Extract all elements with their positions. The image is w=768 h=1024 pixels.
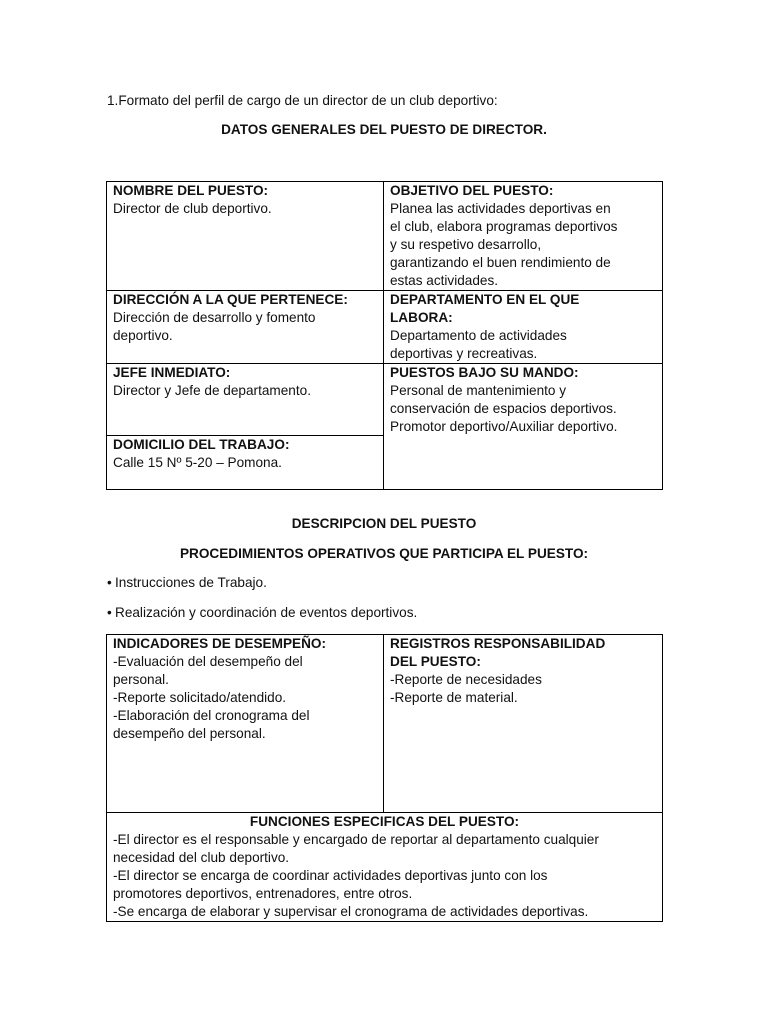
jefe-value: Director y Jefe de departamento. [113, 383, 311, 398]
registros-label: REGISTROS RESPONSABILIDAD DEL PUESTO: [390, 636, 606, 669]
bullet-item [107, 574, 267, 592]
funciones-value: -El director es el responsable y encargado de reportar al departamento cualquier necesidad del club deportivo. -El director se encarga de coordinar actividades deportivas junto con los promotores deportivos, entrenadores, entre otros. -Se encarga de elaborar y supervisar el cronograma de actividades deportivas. [113, 832, 599, 919]
registros-value: -Reporte de necesidades -Reporte de material. [390, 672, 542, 705]
cell-indicadores [107, 635, 384, 813]
objetivo-value: Planea las actividades deportivas en el club, elabora programas deportivos y su respetivo desarrollo, garantizando el buen rendimiento de estas actividades. [390, 201, 618, 288]
domicilio-value: Calle 15 Nº 5-20 – Pomona. [113, 455, 282, 470]
puestos-value: Personal de mantenimiento y conservación de espacios deportivos. Promotor deportivo/Auxiliar deportivo. [390, 383, 618, 434]
bullet-text: Realización y coordinación de eventos deportivos. [115, 605, 418, 620]
cell-registros [384, 635, 663, 813]
description-table [106, 634, 663, 922]
intro-text: 1.Formato del perfil de cargo de un director de un club deportivo: [107, 93, 498, 108]
cell-objetivo [384, 182, 663, 291]
nombre-value: Director de club deportivo. [113, 201, 272, 216]
cell-nombre [107, 182, 384, 291]
cell-domicilio [107, 436, 384, 490]
cell-puestos [384, 364, 663, 490]
cell-funciones [107, 813, 663, 922]
puestos-label: PUESTOS BAJO SU MANDO: [390, 365, 579, 380]
indicadores-label: INDICADORES DE DESEMPEÑO: [113, 636, 326, 651]
direccion-value: Dirección de desarrollo y fomento deportivo. [113, 310, 316, 343]
bullet-icon: • [107, 575, 112, 590]
cell-jefe [107, 364, 384, 436]
indicadores-value: -Evaluación del desempeño del personal. -Reporte solicitado/atendido. -Elaboración del cronograma del desempeño del personal. [113, 654, 310, 741]
departamento-value: Departamento de actividades deportivas y recreativas. [390, 328, 567, 361]
general-data-table [106, 181, 663, 490]
cell-direccion [107, 291, 384, 364]
heading-procedimientos: PROCEDIMIENTOS OPERATIVOS QUE PARTICIPA EL PUESTO: [179, 546, 589, 561]
bullet-text: Instrucciones de Trabajo. [115, 575, 267, 590]
funciones-label: FUNCIONES ESPECIFICAS DEL PUESTO: [249, 814, 520, 829]
direccion-label: DIRECCIÓN A LA QUE PERTENECE: [113, 292, 348, 307]
domicilio-label: DOMICILIO DEL TRABAJO: [113, 437, 290, 452]
departamento-label: DEPARTAMENTO EN EL QUE LABORA: [390, 292, 580, 325]
heading-descripcion: DESCRIPCION DEL PUESTO [291, 516, 477, 531]
bullet-icon: • [107, 605, 112, 620]
heading-general-data: DATOS GENERALES DEL PUESTO DE DIRECTOR. [221, 122, 547, 137]
cell-departamento [384, 291, 663, 364]
nombre-label: NOMBRE DEL PUESTO: [113, 183, 269, 198]
objetivo-label: OBJETIVO DEL PUESTO: [390, 183, 554, 198]
bullet-item [107, 604, 417, 622]
jefe-label: JEFE INMEDIATO: [113, 365, 231, 380]
